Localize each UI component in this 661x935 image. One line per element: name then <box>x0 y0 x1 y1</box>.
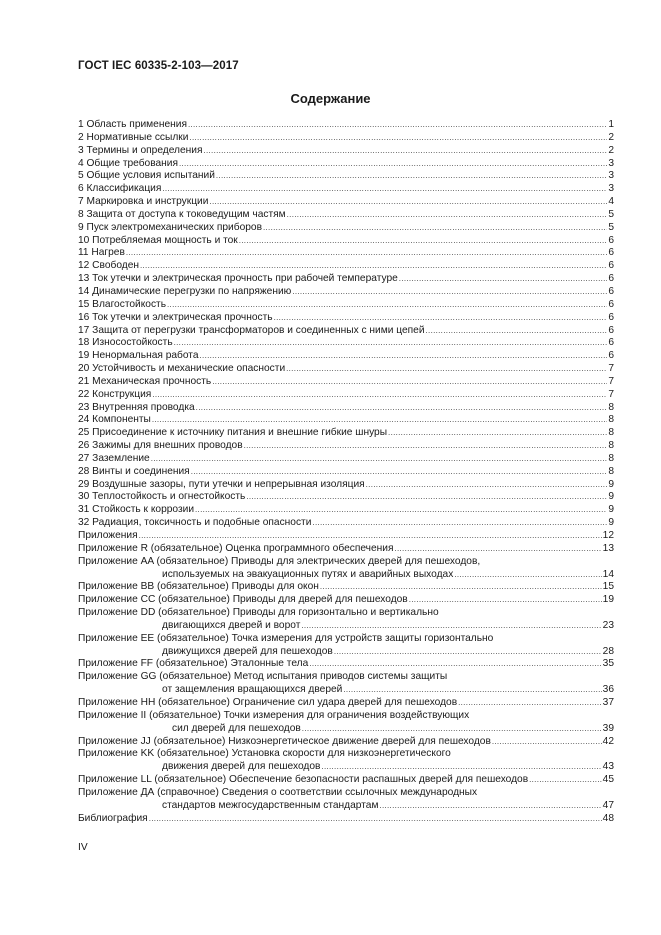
toc-entry[interactable] <box>78 247 614 260</box>
toc-entry[interactable] <box>78 479 614 492</box>
dot-leader <box>200 350 608 363</box>
toc-entry-title: Приложение AA (обязательное) Приводы для электрических дверей для пешеходов, <box>78 555 481 567</box>
dot-leader <box>492 736 602 749</box>
toc-entry-title: 19 Ненормальная работа <box>78 350 199 362</box>
toc-entry-page: 8 <box>608 440 614 452</box>
dot-leader <box>149 813 602 826</box>
toc-entry[interactable] <box>78 440 614 453</box>
toc-entry[interactable] <box>78 158 614 171</box>
toc-entry-page: 7 <box>608 375 614 387</box>
page-title: Содержание <box>290 91 371 106</box>
dot-leader <box>216 170 607 183</box>
toc-entry-title: 2 Нормативные ссылки <box>78 131 189 143</box>
toc-entry-page: 42 <box>602 735 614 747</box>
toc-entry-title: 27 Заземление <box>78 452 150 464</box>
toc-entry-page: 2 <box>608 131 614 143</box>
toc-entry-title: Приложение KK (обязательное) Установка скорости для низкоэнергетического <box>78 748 451 760</box>
toc-entry-title: Приложение EE (обязательное) Точка измерения для устройств защиты горизонтально <box>78 632 494 644</box>
dot-leader <box>379 800 601 813</box>
toc-entry-title: 31 Стойкость к коррозии <box>78 504 195 516</box>
dot-leader <box>188 119 607 132</box>
toc-entry[interactable] <box>78 337 614 350</box>
dot-leader <box>529 774 602 787</box>
toc-entry-page: 9 <box>608 517 614 529</box>
toc-entry-page: 3 <box>608 183 614 195</box>
dot-leader <box>343 684 601 697</box>
toc-entry[interactable] <box>78 697 614 710</box>
toc-entry-page: 6 <box>608 324 614 336</box>
dot-leader <box>302 723 602 736</box>
dot-leader <box>399 273 608 286</box>
toc-entry-title: 21 Механическая прочность <box>78 375 212 387</box>
toc-entry[interactable] <box>78 119 614 132</box>
toc-entry-page: 23 <box>602 619 614 631</box>
toc-entry[interactable] <box>78 658 614 671</box>
toc-entry-title-continued: движущихся дверей для пешеходов <box>162 645 333 657</box>
toc-entry[interactable] <box>78 402 614 415</box>
dot-leader <box>212 376 607 389</box>
dot-leader <box>286 363 607 376</box>
toc-entry-title: Приложение R (обязательное) Оценка программного обеспечения <box>78 542 394 554</box>
toc-entry-page: 6 <box>608 298 614 310</box>
toc-entry-page: 8 <box>608 452 614 464</box>
toc-entry-title: 3 Термины и определения <box>78 144 203 156</box>
toc-entry-page: 6 <box>608 285 614 297</box>
toc-entry-title: 20 Устойчивость и механические опасности <box>78 363 286 375</box>
toc-entry-title: 26 Зажимы для внешних проводов <box>78 440 243 452</box>
toc-entry-page: 37 <box>602 696 614 708</box>
dot-leader <box>174 337 608 350</box>
toc-entry-page: 7 <box>608 388 614 400</box>
dot-leader <box>320 581 602 594</box>
toc-entry-title: 18 Износостойкость <box>78 337 173 349</box>
toc-entry-continuation[interactable] <box>78 761 614 774</box>
toc-entry[interactable] <box>78 736 614 749</box>
dot-leader <box>301 620 601 633</box>
toc-entry[interactable] <box>78 222 614 235</box>
toc-entry-page: 3 <box>608 157 614 169</box>
toc-entry[interactable] <box>78 453 614 466</box>
toc-entry-title-continued: сил дверей для пешеходов <box>172 722 301 734</box>
toc-entry-page: 36 <box>602 684 614 696</box>
toc-entry-page: 2 <box>608 144 614 156</box>
dot-leader <box>246 491 607 504</box>
toc-entry[interactable] <box>78 235 614 248</box>
dot-leader <box>196 402 608 415</box>
toc-entry[interactable] <box>78 350 614 363</box>
toc-entry-page: 6 <box>608 311 614 323</box>
toc-entry-title-continued: стандартов межгосударственным стандартам <box>162 799 379 811</box>
toc-entry-title: 14 Динамические перегрузки по напряжению <box>78 285 292 297</box>
toc-entry-page: 5 <box>608 221 614 233</box>
toc-entry-page: 28 <box>602 645 614 657</box>
toc-entry-continuation[interactable] <box>78 569 614 582</box>
toc-entry[interactable] <box>78 414 614 427</box>
toc-entry-title: Приложение HH (обязательное) Ограничение сил удара дверей для пешеходов <box>78 696 458 708</box>
toc-entry[interactable] <box>78 170 614 183</box>
toc-entry-title: 30 Теплостойкость и огнестойкость <box>78 491 246 503</box>
toc-entry-title: 9 Пуск электромеханических приборов <box>78 221 262 233</box>
page-number: IV <box>78 842 88 853</box>
toc-entry-title: 15 Влагостойкость <box>78 298 167 310</box>
toc-entry[interactable] <box>78 183 614 196</box>
toc-entry[interactable] <box>78 273 614 286</box>
toc-entry-page: 8 <box>608 401 614 413</box>
toc-entry[interactable] <box>78 299 614 312</box>
toc-entry[interactable] <box>78 389 614 402</box>
toc-entry-title: 10 Потребляемая мощность и ток <box>78 234 238 246</box>
document-code: ГОСТ IEC 60335-2-103—2017 <box>78 60 239 72</box>
toc-entry[interactable] <box>78 581 614 594</box>
toc-entry[interactable] <box>78 325 614 338</box>
toc-entry-page: 8 <box>608 465 614 477</box>
toc-entry-page: 47 <box>602 799 614 811</box>
dot-leader <box>162 183 607 196</box>
toc-entry-title-continued: движения дверей для пешеходов <box>162 761 321 773</box>
dot-leader <box>309 658 601 671</box>
toc-entry[interactable] <box>78 209 614 222</box>
toc-entry-page: 1 <box>608 119 614 130</box>
toc-entry[interactable] <box>78 132 614 145</box>
dot-leader <box>366 479 608 492</box>
toc-entry-page: 45 <box>602 774 614 786</box>
toc-entry-title: 32 Радиация, токсичность и подобные опасности <box>78 517 312 529</box>
toc-entry-title-continued: двигающихся дверей и ворот <box>162 619 301 631</box>
dot-leader <box>203 145 607 158</box>
toc-entry-continuation[interactable] <box>78 684 614 697</box>
toc-entry-page: 12 <box>602 530 614 541</box>
toc-entry-page: 9 <box>608 478 614 490</box>
toc-entry[interactable] <box>78 145 614 158</box>
toc-entry-title: Приложение II (обязательное) Точки измерения для ограничения воздействующих <box>78 709 470 721</box>
toc-entry-title: 6 Классификация <box>78 183 162 195</box>
toc-entry[interactable] <box>78 774 614 787</box>
toc-entry-title: 11 Нагрев <box>78 247 125 259</box>
toc-entry-title: 1 Область применения <box>78 119 187 130</box>
toc-entry-page: 13 <box>602 542 614 554</box>
toc-entry-page: 19 <box>602 594 614 606</box>
toc-entry-page: 3 <box>608 170 614 182</box>
toc-entry-title: 17 Защита от перегрузки трансформаторов и соединенных с ними цепей <box>78 324 425 336</box>
toc-entry-page: 8 <box>608 427 614 439</box>
toc-entry-title: Приложение LL (обязательное) Обеспечение безопасности распашных дверей для пешеходов <box>78 774 529 786</box>
toc-entry[interactable] <box>78 466 614 479</box>
toc-entry-title-continued: от защемления вращающихся дверей <box>162 684 343 696</box>
toc-entry[interactable] <box>78 427 614 440</box>
dot-leader <box>244 440 608 453</box>
toc-entry-title: Приложение DD (обязательное) Приводы для горизонтально и вертикально <box>78 607 439 619</box>
toc-entry-continuation[interactable] <box>78 646 614 659</box>
dot-leader <box>263 222 607 235</box>
dot-leader <box>195 504 607 517</box>
toc-entry-title: Приложение FF (обязательное) Эталонные тела <box>78 658 309 670</box>
toc-entry-page: 43 <box>602 761 614 773</box>
toc-entry-title: Библиография <box>78 812 148 824</box>
toc-entry[interactable] <box>78 710 614 723</box>
toc-entry-page: 6 <box>608 247 614 259</box>
toc-entry[interactable] <box>78 748 614 761</box>
dot-leader <box>388 427 607 440</box>
toc-entry-title: Приложение BB (обязательное) Приводы для окон <box>78 581 319 593</box>
dot-leader <box>394 543 601 556</box>
toc-entry[interactable] <box>78 607 614 620</box>
dot-leader <box>409 594 602 607</box>
dot-leader <box>152 414 607 427</box>
toc-entry-page: 6 <box>608 273 614 285</box>
dot-leader <box>139 530 602 543</box>
toc-entry-page: 6 <box>608 337 614 349</box>
dot-leader <box>191 466 608 479</box>
toc-entry-page: 5 <box>608 208 614 220</box>
toc-entry-page: 48 <box>602 812 614 824</box>
toc-entry-page: 6 <box>608 234 614 246</box>
toc-entry-page: 6 <box>608 350 614 362</box>
toc-entry[interactable] <box>78 491 614 504</box>
toc-entry-title: 24 Компоненты <box>78 414 151 426</box>
toc-entry-title: 25 Присоединение к источнику питания и внешние гибкие шнуры <box>78 427 388 439</box>
toc-entry-title: Приложение CC (обязательное) Приводы для дверей для пешеходов <box>78 594 408 606</box>
toc-entry[interactable] <box>78 633 614 646</box>
toc-entry-page: 9 <box>608 491 614 503</box>
dot-leader <box>179 158 607 171</box>
toc-entry[interactable] <box>78 671 614 684</box>
dot-leader <box>287 209 608 222</box>
toc-entry-continuation[interactable] <box>78 723 614 736</box>
toc-entry-page: 6 <box>608 260 614 272</box>
toc-entry-title: Приложение ДА (справочное) Сведения о соответствии ссылочных международных <box>78 786 478 798</box>
dot-leader <box>239 235 608 248</box>
dot-leader <box>292 286 607 299</box>
toc-entry-title: 22 Конструкция <box>78 388 152 400</box>
toc-entry[interactable] <box>78 504 614 517</box>
toc-entry-title: Приложение GG (обязательное) Метод испытания приводов системы защиты <box>78 671 448 683</box>
toc-entry-title: 12 Свободен <box>78 260 139 272</box>
dot-leader <box>458 697 602 710</box>
dot-leader <box>209 196 607 209</box>
toc-entry-page: 9 <box>608 504 614 516</box>
dot-leader <box>426 325 608 338</box>
dot-leader <box>140 260 607 273</box>
toc-entry-title: 8 Защита от доступа к токоведущим частям <box>78 208 286 220</box>
toc-entry[interactable] <box>78 286 614 299</box>
toc-entry-page: 39 <box>602 722 614 734</box>
toc-entry[interactable] <box>78 376 614 389</box>
toc-entry-title: 23 Внутренняя проводка <box>78 401 195 413</box>
dot-leader <box>167 299 607 312</box>
toc-entry-title: 4 Общие требования <box>78 157 179 169</box>
dot-leader <box>454 569 601 582</box>
toc-entry-title: 13 Ток утечки и электрическая прочность при рабочей температуре <box>78 273 398 285</box>
toc-entry[interactable] <box>78 543 614 556</box>
toc-entry-page: 15 <box>602 581 614 593</box>
toc-entry[interactable] <box>78 594 614 607</box>
toc-entry-page: 4 <box>608 196 614 208</box>
toc-entry-page: 14 <box>602 568 614 580</box>
table-of-contents <box>78 119 614 825</box>
dot-leader <box>321 761 601 774</box>
dot-leader <box>189 132 607 145</box>
toc-entry[interactable] <box>78 196 614 209</box>
toc-entry[interactable] <box>78 260 614 273</box>
toc-entry-title: Приложение JJ (обязательное) Низкоэнергетическое движение дверей для пешеходов <box>78 735 491 747</box>
toc-entry-page: 8 <box>608 414 614 426</box>
dot-leader <box>312 517 607 530</box>
toc-entry-title: 5 Общие условия испытаний <box>78 170 215 182</box>
dot-leader <box>152 389 607 402</box>
toc-entry[interactable] <box>78 530 614 543</box>
toc-entry-page: 35 <box>602 658 614 670</box>
toc-entry-page: 7 <box>608 363 614 375</box>
toc-entry-title: Приложения <box>78 530 138 541</box>
toc-entry-title: 28 Винты и соединения <box>78 465 190 477</box>
toc-entry-title: 29 Воздушные зазоры, пути утечки и непрерывная изоляция <box>78 478 365 490</box>
toc-entry[interactable] <box>78 556 614 569</box>
dot-leader <box>274 312 608 325</box>
toc-entry-title-continued: используемых на эвакуационных путях и аварийных выходах <box>162 568 454 580</box>
toc-entry[interactable] <box>78 517 614 530</box>
toc-entry[interactable] <box>78 813 614 826</box>
toc-entry-title: 7 Маркировка и инструкции <box>78 196 209 208</box>
toc-entry[interactable] <box>78 787 614 800</box>
toc-entry-continuation[interactable] <box>78 800 614 813</box>
toc-entry-continuation[interactable] <box>78 620 614 633</box>
toc-entry[interactable] <box>78 363 614 376</box>
dot-leader <box>151 453 608 466</box>
toc-entry-title: 16 Ток утечки и электрическая прочность <box>78 311 273 323</box>
dot-leader <box>126 247 607 260</box>
toc-entry[interactable] <box>78 312 614 325</box>
dot-leader <box>334 646 602 659</box>
